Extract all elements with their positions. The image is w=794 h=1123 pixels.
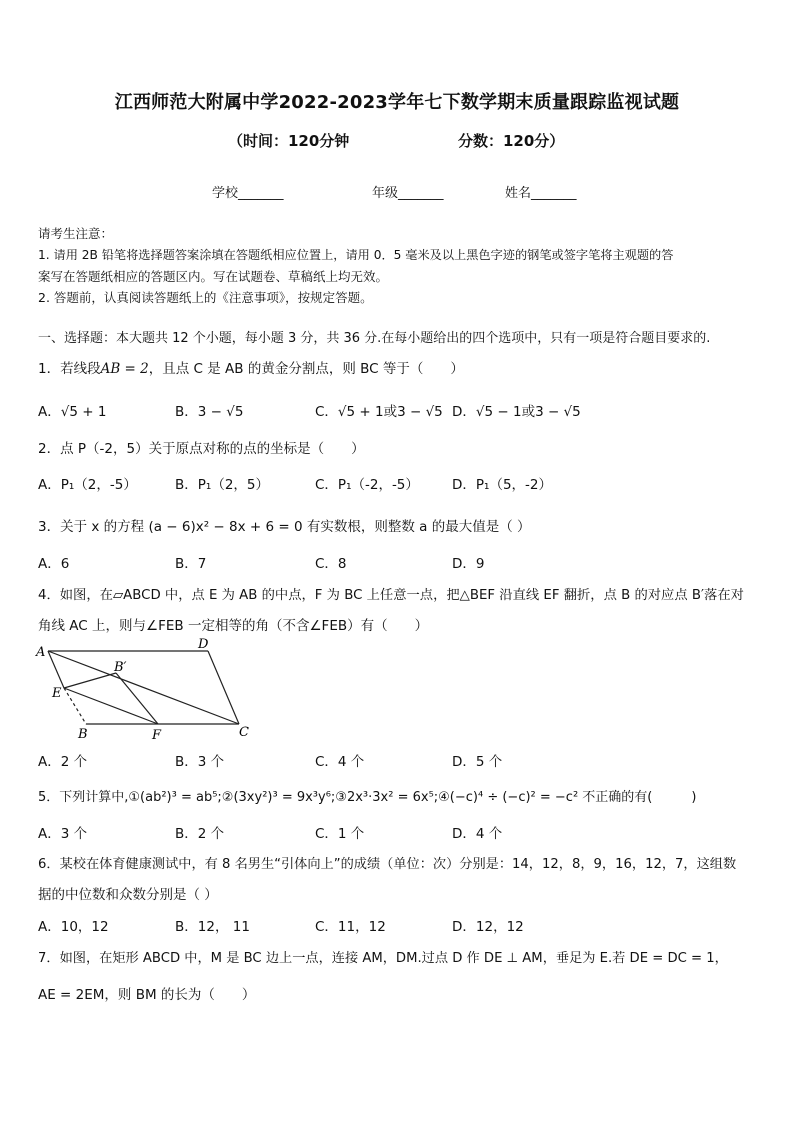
- q2-option-a: A．P₁（2，-5）: [38, 477, 137, 493]
- q3-option-c: C．8: [315, 556, 347, 572]
- segment-eb-dashed: [64, 688, 86, 724]
- q2-option-d: D．P₁（5，-2）: [452, 477, 552, 493]
- diagonal-ac: [48, 651, 239, 724]
- q5-option-b: B．2 个: [175, 826, 225, 842]
- edge-dc: [208, 651, 239, 724]
- exam-score: 分数：120分）: [458, 132, 565, 150]
- q5-option-a: A．3 个: [38, 826, 88, 842]
- notice-line-1b: 案写在答题纸相应的答题区内。写在试题卷、草稿纸上均无效。: [38, 269, 389, 284]
- notice-line-2: 2. 答题前，认真阅读答题纸上的《注意事项》，按规定答题。: [38, 290, 373, 305]
- question-5: 5．下列计算中,①(ab²)³ = ab⁵;②(3xy²)³ = 9x³y⁶;③2x³·3x² = 6x⁵;④(−c)⁴ ÷ (−c)² = −c² 不正确的有( ): [38, 790, 697, 805]
- q4-option-a: A．2 个: [38, 754, 88, 770]
- question-1: [38, 357, 464, 377]
- q1-option-c: C．√5 + 1或3 − √5: [315, 404, 443, 420]
- q1-option-d: D．√5 − 1或3 − √5: [452, 404, 581, 420]
- parallelogram-figure: [34, 636, 264, 744]
- name-field: 姓名_______: [505, 186, 577, 201]
- grade-field: 年级_______: [372, 186, 444, 201]
- q1-option-a: A．√5 + 1: [38, 404, 107, 420]
- q6-option-d: D．12，12: [452, 919, 524, 935]
- question-2: 2．点 P（-2，5）关于原点对称的点的坐标是（ ）: [38, 441, 365, 457]
- label-b-prime: B′: [114, 660, 127, 675]
- label-d: D: [198, 637, 209, 652]
- label-a: A: [36, 645, 46, 660]
- q5-option-d: D．4 个: [452, 826, 503, 842]
- question-4-line-2: 角线 AC 上，则与∠FEB 一定相等的角（不含∠FEB）有（ ）: [38, 618, 429, 634]
- q5-option-c: C．1 个: [315, 826, 365, 842]
- question-1-math: AB = 2: [100, 361, 149, 377]
- label-f: F: [152, 728, 162, 743]
- q3-option-b: B．7: [175, 556, 207, 572]
- question-6-line-2: 据的中位数和众数分别是（ ）: [38, 887, 218, 903]
- q4-option-b: B．3 个: [175, 754, 225, 770]
- label-e: E: [52, 686, 62, 701]
- label-c: C: [239, 725, 249, 740]
- q4-option-d: D．5 个: [452, 754, 503, 770]
- q4-option-c: C．4 个: [315, 754, 365, 770]
- q6-option-a: A．10，12: [38, 919, 109, 935]
- notice-heading: 请考生注意：: [38, 226, 114, 241]
- section-1-heading: 一、选择题：本大题共 12 个小题，每小题 3 分，共 36 分.在每小题给出的四个选项中，只有一项是符合题目要求的.: [38, 331, 711, 346]
- exam-time: （时间：120分钟: [228, 132, 350, 150]
- q6-option-b: B．12， 11: [175, 919, 250, 935]
- q2-option-b: B．P₁（2，5）: [175, 477, 269, 493]
- question-4-line-1: 4．如图，在▱ABCD 中，点 E 为 AB 的中点，F 为 BC 上任意一点，把△BEF 沿直线 EF 翻折，点 B 的对应点 B′落在对: [38, 588, 744, 603]
- q3-option-d: D．9: [452, 556, 485, 572]
- q3-option-a: A．6: [38, 556, 70, 572]
- exam-title: 江西师范大附属中学2022-2023学年七下数学期末质量跟踪监视试题: [114, 92, 680, 113]
- q6-option-c: C．11，12: [315, 919, 386, 935]
- question-7-line-1: 7．如图，在矩形 ABCD 中，M 是 BC 边上一点，连接 AM，DM.过点 D 作 DE ⊥ AM，垂足为 E.若 DE = DC = 1，: [38, 951, 728, 966]
- label-b: B: [78, 727, 88, 742]
- question-6-line-1: 6．某校在体育健康测试中，有 8 名男生“引体向上”的成绩（单位：次）分别是：14，12，8，9，16，12，7，这组数: [38, 857, 737, 872]
- question-1-pre: 1．若线段: [38, 361, 101, 377]
- segment-eb-prime: [64, 673, 116, 688]
- question-7-line-2: AE = 2EM，则 BM 的长为（ ）: [38, 987, 256, 1003]
- question-1-post: ，且点 C 是 AB 的黄金分割点，则 BC 等于（ ）: [148, 361, 464, 377]
- school-field: 学校_______: [212, 186, 284, 201]
- question-3: 3．关于 x 的方程 (a − 6)x² − 8x + 6 = 0 有实数根，则整数 a 的最大值是（ ）: [38, 519, 531, 535]
- q1-option-b: B．3 − √5: [175, 404, 244, 420]
- notice-line-1a: 1. 请用 2B 铅笔将选择题答案涂填在答题纸相应位置上，请用 0．5 毫米及以上黑色字迹的钢笔或签字笔将主观题的答: [38, 248, 674, 262]
- q2-option-c: C．P₁（-2，-5）: [315, 477, 419, 493]
